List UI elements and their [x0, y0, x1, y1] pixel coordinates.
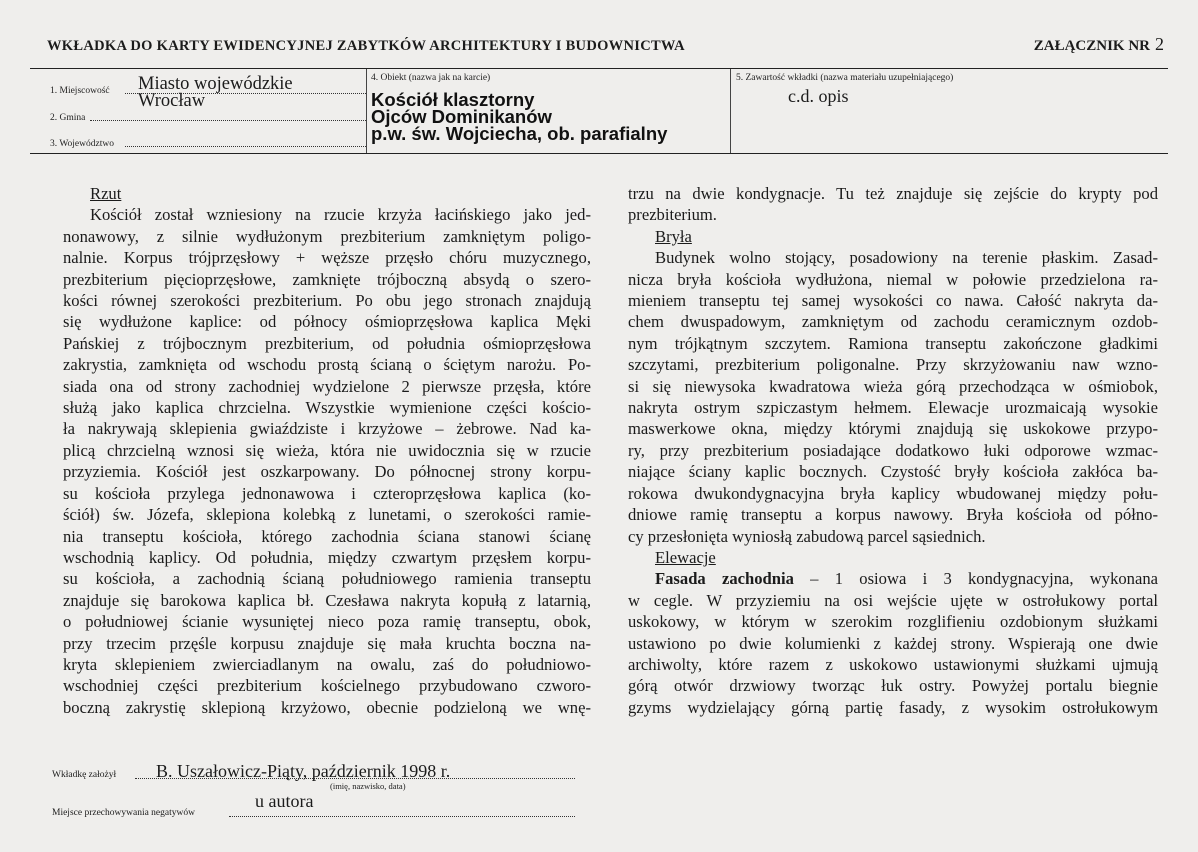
text-line: kości równej szerokości prezbiterium. Po obu jego stronach znajdują	[63, 291, 591, 311]
text-line: górą otwór drzwiowy tworząc łuk ostry. Powyżej portalu biegnie	[628, 676, 1158, 696]
text-line: niające ściany kaplic bocznych. Czystość bryły kościoła zakłóca ba-	[628, 462, 1158, 482]
text-line: chem dwuspadowym, zamkniętym od zachodu ceramicznym ozdob-	[628, 312, 1158, 332]
section-heading-elewacje: Elewacje	[655, 547, 716, 567]
text-line: Budynek wolno stojący, posadowiony na terenie płaskim. Zasad-	[655, 248, 1158, 268]
left-text-column	[63, 183, 591, 718]
fasada-first-line	[628, 568, 1158, 589]
right-paragraph-bryla	[628, 247, 1158, 547]
text-line: służą jako kaplica chrzcielna. Wszystkie wymienione części kościo-	[63, 398, 591, 418]
wojewodztwo-label: 3. Województwo	[50, 139, 114, 149]
obiekt-name	[371, 91, 721, 142]
annex-label	[1034, 34, 1164, 55]
text-line: nalnie. Korpus trójprzęsłowy + węższe przęsło chóru muzycznego,	[63, 248, 591, 268]
text-line: dniowe ramię transeptu a korpus nawowy. Bryła kościoła od półno-	[628, 505, 1158, 525]
text-line: siada ona od strony zachodniej wydzielone 2 pierwsze przęsła, które	[63, 376, 591, 396]
text-line: plicą chrzcielną wznosi się wieża, która nie uwidocznia się w rzucie	[63, 440, 591, 460]
text-line: zakrystia, zamknięta od wschodu prostą ścianą o ściętym narożu. Po-	[63, 355, 591, 375]
miejscowosc-label: 1. Miejscowość	[50, 86, 110, 96]
text-line: nakryta ostrym szpiczastym hełmem. Elewacje urozmaicają wysokie	[628, 398, 1158, 418]
document-title: WKŁADKA DO KARTY EWIDENCYJNEJ ZABYTKÓW ARCHITEKTURY I BUDOWNICTWA	[47, 38, 685, 54]
text-line: kryta sklepieniem zwierciadlanym na owalu, zaś do południowo-	[63, 654, 591, 674]
text-line: nicza bryła kościoła wydłużona, niemal w połowie przedzielona ra-	[628, 269, 1158, 289]
right-paragraph-elewacje	[628, 590, 1158, 718]
text-line: nym trójkątnym szczytem. Ramiona transeptu zakończone gładkimi	[628, 333, 1158, 353]
annex-label-text: ZAŁĄCZNIK NR	[1033, 38, 1150, 54]
text-line: su kościoła przylega jednonawowa i czteroprzęsłowa kaplica (ko-	[63, 483, 591, 503]
text-line: ściół) św. Józefa, sklepiona kolebką z lunetami, o szerokości ramie-	[63, 505, 591, 525]
text-line: ła nakrywają sklepienia gwiaździste i krzyżowe – żebrowe. Nad ka-	[63, 419, 591, 439]
miejscowosc-value: Miasto wojewódzkie	[138, 74, 293, 94]
text-line: mieniem transeptu tej samej wysokości co nawa. Całość nakryta da-	[628, 291, 1158, 311]
text-line: trzu na dwie kondygnacje. Tu też znajduje się zejście do krypty pod	[628, 184, 1158, 203]
gmina-label: 2. Gmina	[50, 113, 86, 123]
fasada-first-line-text: – 1 osiowa i 3 kondygnacyjna, wykonana	[793, 569, 1159, 589]
dotted-line	[90, 120, 366, 121]
zalozyl-label: Wkładkę założył	[52, 770, 117, 780]
right-text-column	[628, 183, 1158, 718]
text-line: si się niewysoka kwadratowa wieża górą przechodząca w ośmiobok,	[628, 376, 1158, 396]
text-line: ry, przy prezbiterium posiadające dodatkowo łuki odporowe wzmac-	[628, 440, 1158, 460]
obiekt-line: Kościół klasztorny	[371, 89, 535, 110]
section-heading-rzut: Rzut	[90, 184, 122, 203]
text-line: wschodnią kaplicy. Od południa, między czwartym przęsłem korpu-	[63, 547, 591, 567]
form-divider	[730, 69, 731, 153]
text-line: przyziemia. Kościół jest oszkarpowany. Do północnej strony korpu-	[63, 462, 591, 482]
zalozyl-hint: (imię, nazwisko, data)	[330, 781, 406, 791]
left-paragraph	[63, 204, 591, 718]
text-line: Pańskiej z trójbocznym prezbiterium, od południa ośmioprzęsłowa	[63, 333, 591, 353]
dotted-line	[125, 146, 366, 147]
text-line: się wydłużone kaplice: od północy ośmioprzęsłowa kaplica Męki	[63, 312, 591, 332]
text-line: uskokowy, w którym w szerokim rozglifieniu ozdobionym służkami	[628, 612, 1158, 632]
negatywy-label: Miejsce przechowywania negatywów	[52, 808, 195, 818]
obiekt-line: Ojców Dominikanów	[371, 106, 552, 127]
zawartosc-value: c.d. opis	[788, 86, 849, 106]
text-line: wschodniej części prezbiterium kościelnego przybudowano czworo-	[63, 676, 591, 696]
text-line: nia transeptu kościoła, którego zachodnia ściana stanowi ścianę	[63, 526, 591, 546]
text-line: ustawiono po dwie kolumienki z każdej strony. Wspierają one dwie	[628, 633, 1158, 653]
text-line: prezbiterium.	[628, 205, 717, 225]
text-line: maswerkowe okna, między którymi znajdują się uskokowe przypo-	[628, 419, 1158, 439]
text-line: szczytami, prezbiterium poligonalne. Przy skrzyżowaniu naw wzno-	[628, 355, 1158, 375]
text-line: cy przesłonięta wyniosłą zabudową parcel sąsiednich.	[628, 526, 986, 546]
text-line: w cegle. W przyziemiu na osi wejście ujęte w ostrołukowy portal	[628, 590, 1158, 610]
text-line: boczną zakrystię sklepioną krzyżowo, obecnie podzieloną we wnę-	[63, 697, 591, 717]
record-form	[30, 68, 1168, 154]
text-line: rokowa dwukondygnacyjna bryła kaplicy wbudowanej między połu-	[628, 483, 1158, 503]
field-wojewodztwo	[50, 135, 366, 149]
zalozyl-value: B. Uszałowicz-Piąty, październik 1998 r.	[156, 761, 451, 781]
text-line: nonawowy, z silnie wydłużonym prezbiterium zamkniętym poligo-	[63, 226, 591, 246]
annex-number: 2	[1155, 34, 1164, 54]
text-line: o południowej ścianie wysuniętej nieco poza ramię transeptu, obok,	[63, 612, 591, 632]
zawartosc-label: 5. Zawartość wkładki (nazwa materiału uzupełniającego)	[736, 73, 954, 83]
miejscowosc-value-city: Wrocław	[138, 91, 206, 111]
right-paragraph-continuation	[628, 183, 1158, 226]
field-gmina	[50, 109, 366, 123]
text-line: prezbiterium pięcioprzęsłowe, zamknięte trójboczną absydą o szero-	[63, 269, 591, 289]
fasada-heading: Fasada zachodnia	[655, 569, 794, 589]
text-line: przy trzecim przęśle korpusu znajduje się mała kruchta boczna na-	[63, 633, 591, 653]
text-line: su kościoła, a zachodnią ścianą południowego ramienia transeptu	[63, 569, 591, 589]
text-line: archiwolty, które razem z uskokowo ustawionymi służkami ujmują	[628, 654, 1158, 674]
section-heading-bryla: Bryła	[655, 226, 692, 246]
text-line: gzyms wydzielający górną partię fasady, z wysokim ostrołukowym	[628, 697, 1158, 717]
negatywy-value: u autora	[255, 791, 314, 811]
dotted-line	[229, 816, 575, 817]
text-line: znajduje się barokowa kaplica bł. Czesława nakryta kopułą z latarnią,	[63, 590, 591, 610]
obiekt-line: p.w. św. Wojciecha, ob. parafialny	[371, 123, 668, 144]
text-line: Kościół został wzniesiony na rzucie krzyża łacińskiego jako jed-	[90, 205, 591, 225]
form-divider	[366, 69, 367, 153]
obiekt-label: 4. Obiekt (nazwa jak na karcie)	[371, 73, 491, 83]
